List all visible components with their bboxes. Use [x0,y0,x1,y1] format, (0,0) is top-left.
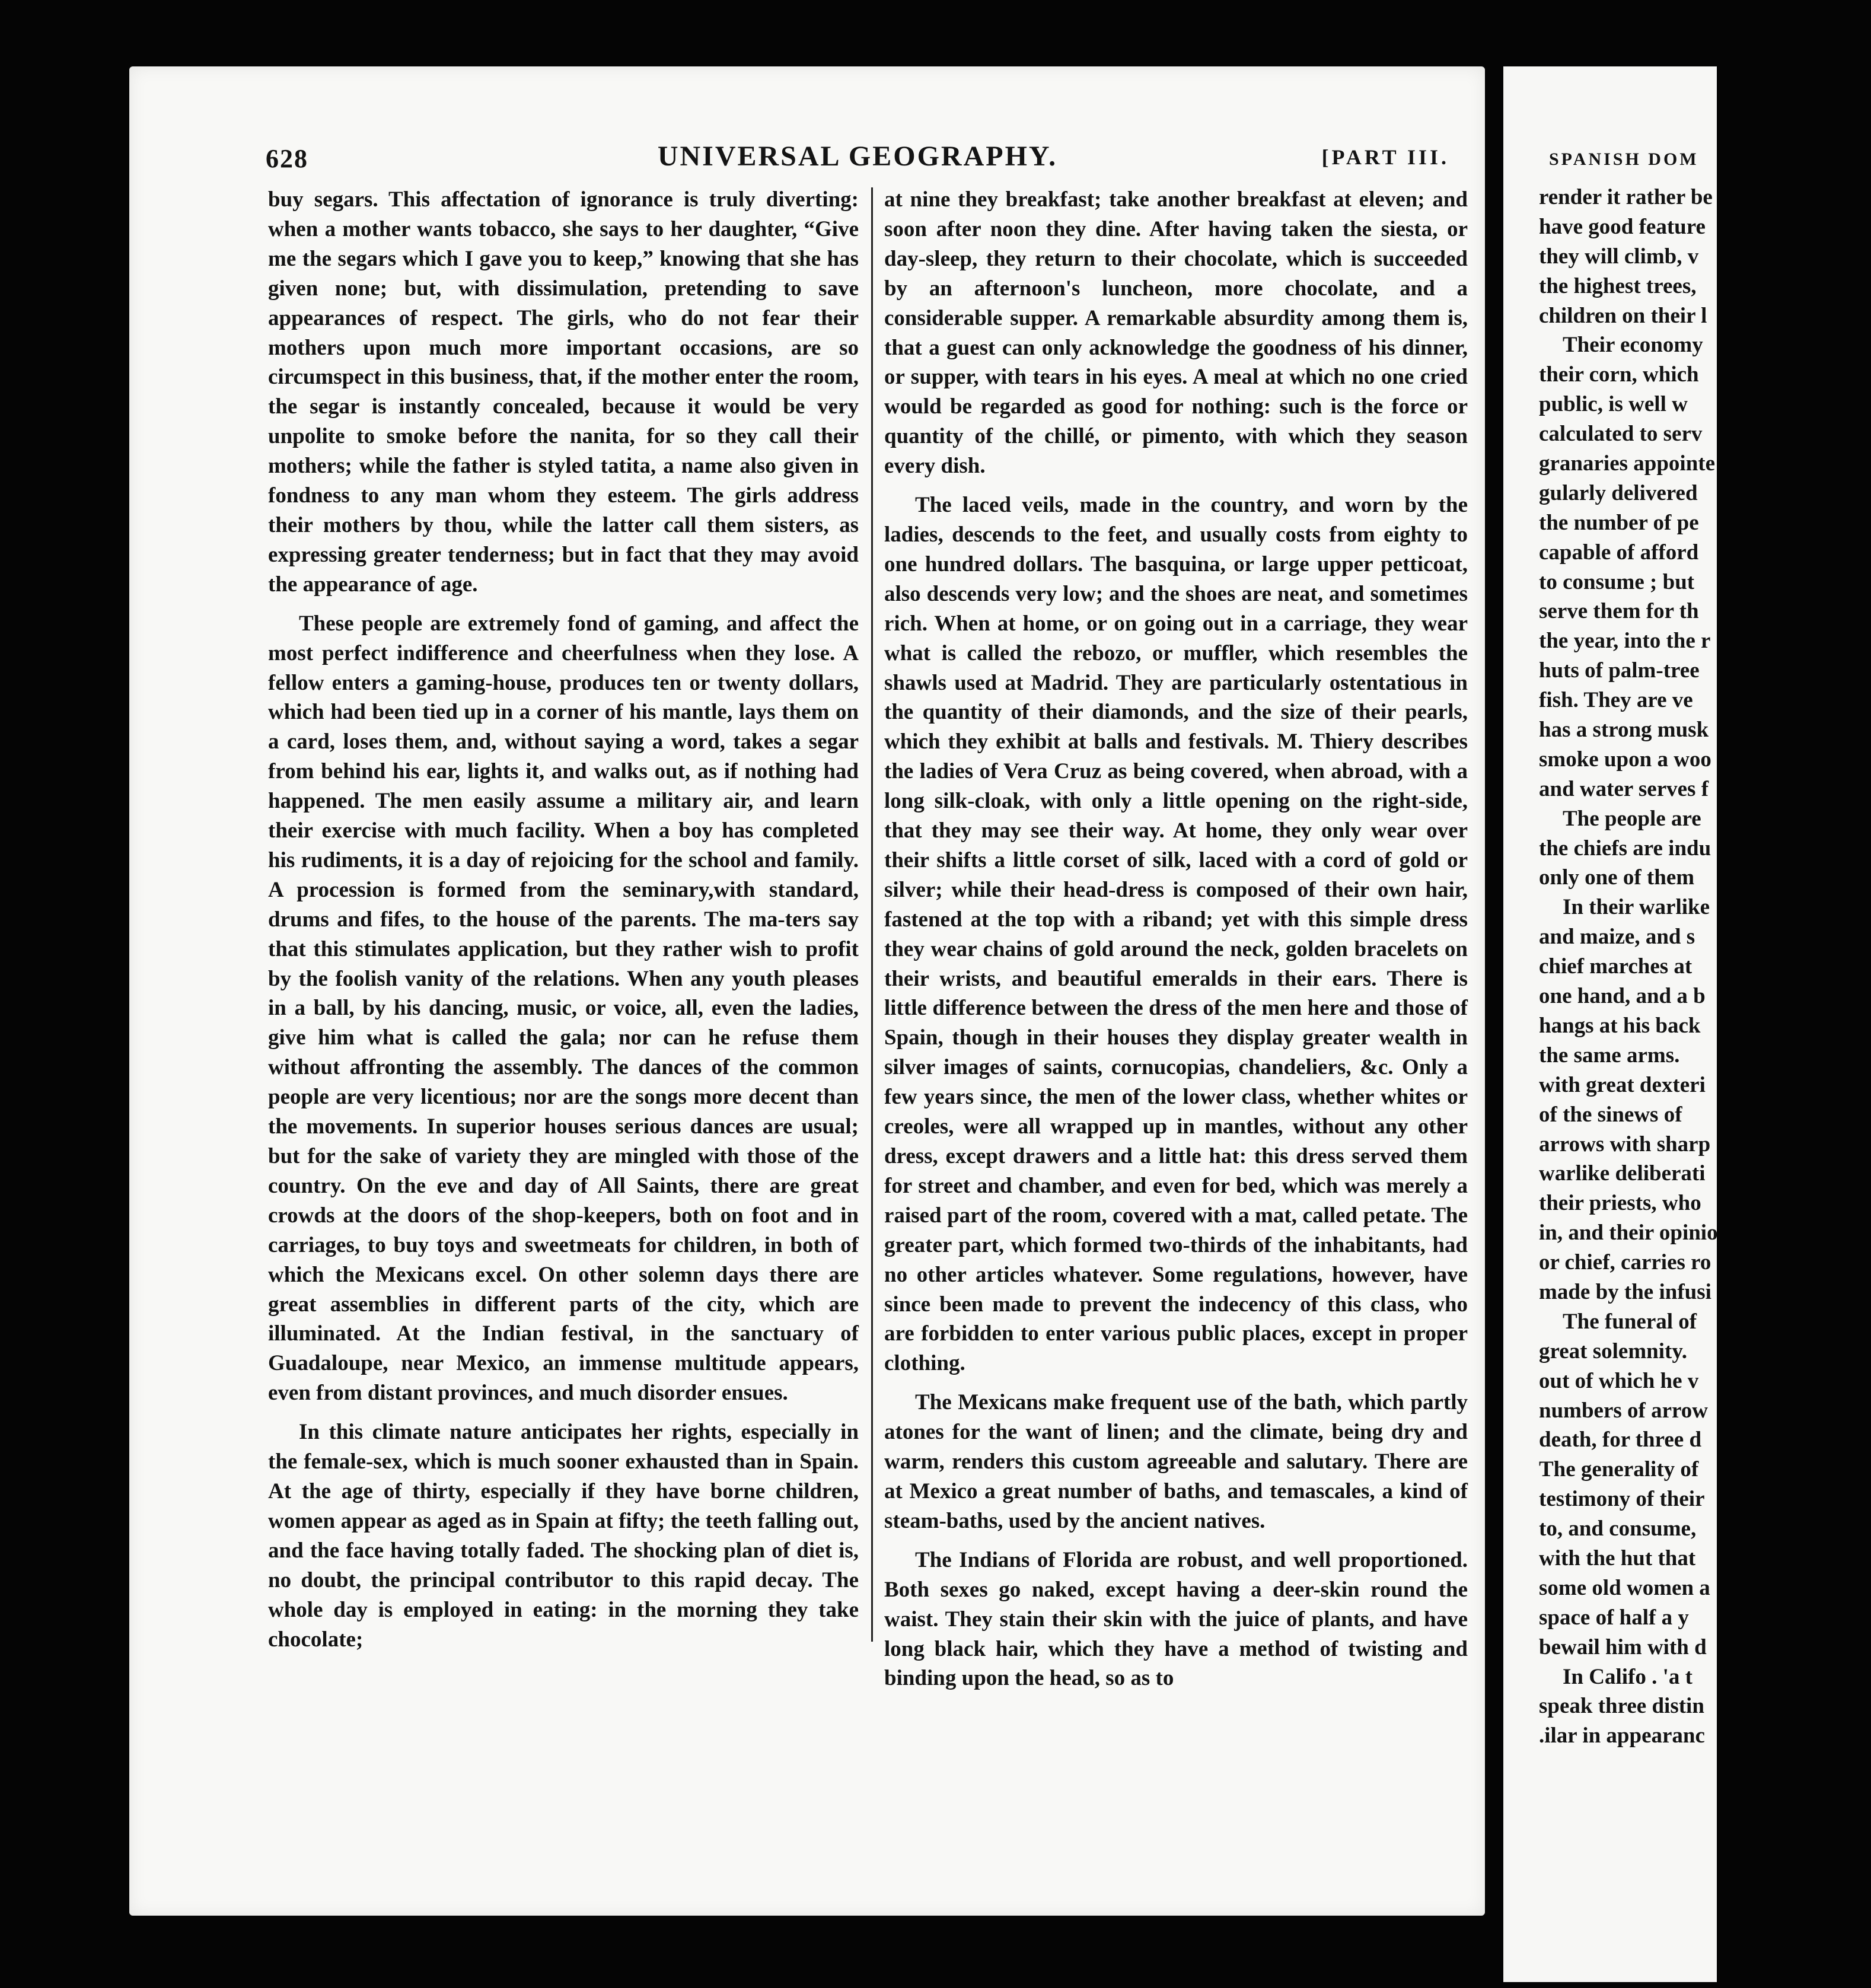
text-line: great solemnity. [1539,1339,1688,1363]
text-line: The generality of [1539,1457,1699,1482]
text-line: calculated to serv [1539,422,1703,447]
text-line: render it rather be [1539,185,1713,209]
middle-text-column [884,185,1468,1691]
text-line: bewail him with d [1539,1635,1707,1659]
text-line: warlike deliberati [1539,1161,1706,1186]
text-line: chief marches at [1539,954,1692,979]
paragraph: These people are extremely fond of gaming, and affect the most perfect indifference and cheerfulness when they lose. A fellow enters a gaming-house, produces ten or twenty dollars, which had been tied up in a corner of his mantle, lays them on a card, loses them, and, without saying a word, takes a segar from behind his ear, lights it, and walks out, as if nothing had happened. The men easily assume a military air, and learn their exercise with much facility. When a boy has completed his rudiments, it is a day of rejoicing for the school and family. A procession is formed from the seminary,with standard, drums and fifes, to the house of the parents. The ma-ters say that this stimulates application, but they rather wish to profit by the foolish vanity of the relations. When any youth pleases in a ball, by his dancing, music, or voice, all, even the ladies, give him what is called the gala; nor can he refuse them without affronting the assembly. The dances of the common people are very licentious; nor are the songs more decent than the movements. In superior houses serious dances are usual; but for the sake of variety they are mingled with those of the country. On the eve and day of All Saints, there are great crowds at the doors of the shop-keepers, both on foot and in carriages, to buy toys and sweetmeats for children, in both of which the Mexicans excel. On other solemn days there are great assemblies in different parts of the city, which are illuminated. At the Indian festival, in the sanctuary of Guadaloupe, near Mexico, an immense multitude appears, even from distant provinces, and much disorder ensues. [268,611,859,1406]
text-line: has a strong musk [1539,718,1709,743]
text-line: with great dexteri [1539,1072,1706,1097]
text-line: they will climb, v [1539,244,1699,269]
right-page-fragment [1503,66,1717,1982]
text-line: huts of palm-tree [1539,658,1700,683]
text-line: to, and consume, [1539,1517,1697,1541]
text-line: in, and their opinio [1539,1221,1718,1245]
right-column-fragment [1539,183,1871,1751]
running-head [266,140,1449,181]
paragraph: In this climate nature anticipates her rights, especially in the female-sex, which is much sooner exhausted than in Spain. At the age of thirty, especially if they have borne children, women appear as aged as in Spain at fifty; the teeth falling out, and the face having totally faded. The shocking plan of diet is, no doubt, the principal contributor to this rapid decay. The whole day is employed in eating: in the morning they take chocolate; [268,1420,859,1652]
text-line: their priests, who [1539,1191,1701,1216]
text-line: testimony of their [1539,1487,1705,1512]
text-line: fish. They are ve [1539,688,1693,713]
text-line: The funeral of [1563,1309,1697,1334]
text-line: out of which he v [1539,1368,1699,1393]
part-label: [PART III. [1321,145,1449,169]
page-title: UNIVERSAL GEOGRAPHY. [657,141,1058,172]
text-line: and maize, and s [1539,925,1695,950]
text-line: smoke upon a woo [1539,747,1711,772]
text-line: one hand, and a b [1539,984,1706,1009]
text-line: Their economy [1563,333,1703,358]
text-line: some old women a [1539,1575,1710,1600]
paragraph: The laced veils, made in the country, and worn by the ladies, descends to the feet, and usually costs from eighty to one hundred dollars. The basquina, or large upper petticoat, also descends very low; and the shoes are neat, and sometimes rich. When at home, or on going out in a carriage, they wear what is called the rebozo, or muffler, which resembles the shawls used at Madrid. They are particularly ostentatious in the quantity of their diamonds, and the size of their pearls, which they exhibit at balls and festivals. M. Thiery describes the ladies of Vera Cruz as being covered, when abroad, with a long silk-cloak, with only a little opening on the right-side, that they may see their way. At home, they only wear over their shifts a little corset of silk, laced with a cord of gold or silver; while their head-dress is composed of their own hair, fastened at the top with a riband; yet with this simple dress they wear chains of gold around the neck, golden bracelets on their wrists, and beautiful emeralds in their ears. There is little difference between the dress of the men here and those of Spain, though in their houses they display greater wealth in silver images of saints, cornucopias, chandeliers, &c. Only a few years since, the men of the lower class, whether whites or creoles, were all wrapped up in mantles, without any other dress, except drawers and a little hat: this dress served them for street and chamber, and even for bed, which was merely a raised part of the room, covered with a mat, called petate. The greater part, which formed two-thirds of the inhabitants, had no other articles whatever. Some regulations, however, have since been made to prevent the indecency of this class, who are forbidden to enter various public places, except in proper clothing. [884,493,1468,1376]
paragraph: The Indians of Florida are robust, and well proportioned. Both sexes go naked, except having a deer-skin round the waist. They stain their skin with the juice of plants, and have long black hair, which they have a method of twisting and binding upon the head, so as to [884,1547,1468,1691]
left-text-column [268,185,859,1652]
text-line: In Califo . 'a t [1563,1664,1692,1689]
page-number: 628 [266,144,308,173]
text-line: The people are [1563,806,1701,831]
text-line: gularly delivered [1539,480,1698,505]
text-line: arrows with sharp [1539,1132,1711,1157]
text-line: the chiefs are indu [1539,836,1711,861]
text-line: the year, into the r [1539,629,1711,654]
text-line: and water serves f [1539,776,1709,801]
paragraph: buy segars. This affectation of ignorance is truly diverting: when a mother wants tobacco, she says to her daughter, “Give me the segars which I gave you to keep,” knowing that she has given none; but, with dissimulation, pretending to save appearances of respect. The girls, who do not fear their mothers upon much more important occasions, are so circumspect in this business, that, if the mother enter the room, the segar is instantly concealed, because it would be very unpolite to smoke before the nanita, for so they call their mothers; while the father is styled tatita, a name also given in fondness to any man whom they esteem. The girls address their mothers by thou, while the latter call them sisters, as expressing greater tenderness; but in fact that they may avoid the appearance of age. [268,187,859,597]
text-line: made by the infusi [1539,1279,1711,1304]
column-divider [871,187,873,1642]
text-line: granaries appointe [1539,451,1716,476]
text-line: the number of pe [1539,510,1699,535]
text-line: only one of them [1539,865,1695,890]
text-line: .ilar in appearanc [1539,1723,1705,1748]
text-line: the highest trees, [1539,273,1697,298]
right-running-head: SPANISH DOM [1549,149,1699,169]
text-line: In their warlike [1563,895,1710,920]
text-line: children on their l [1539,303,1707,328]
text-line: their corn, which [1539,362,1699,387]
paragraph: at nine they breakfast; take another breakfast at eleven; and soon after noon they dine. After having taken the siesta, or day-sleep, they return to their chocolate, which is succeeded by an afternoon's luncheon, more chocolate, and a considerable supper. A remarkable absurdity among them is, that a guest can only acknowledge the goodness of his dinner, or supper, with tears in his eyes. A meal at which no one cried would be regarded as good for nothing: such is the force or quantity of the chillé, or pimento, with which they season every dish. [884,187,1468,479]
text-line: public, is well w [1539,392,1688,417]
text-line: space of half a y [1539,1605,1689,1630]
text-line: with the hut that [1539,1546,1696,1570]
text-line: or chief, carries ro [1539,1250,1711,1275]
text-line: speak three distin [1539,1694,1704,1719]
text-line: serve them for th [1539,599,1699,624]
text-line: have good feature [1539,214,1706,239]
text-line: of the sinews of [1539,1102,1682,1127]
text-line: hangs at his back [1539,1013,1701,1038]
text-line: death, for three d [1539,1428,1702,1452]
text-line: to consume ; but [1539,569,1695,594]
text-line: numbers of arrow [1539,1398,1709,1423]
text-line: capable of afford [1539,540,1699,565]
paragraph: The Mexicans make frequent use of the bath, which partly atones for the want of linen; and the climate, being dry and warm, renders this custom agreeable and salutary. There are at Mexico a great number of baths, and temascales, a kind of steam-baths, used by the ancient natives. [884,1390,1468,1533]
text-line: the same arms. [1539,1043,1680,1068]
